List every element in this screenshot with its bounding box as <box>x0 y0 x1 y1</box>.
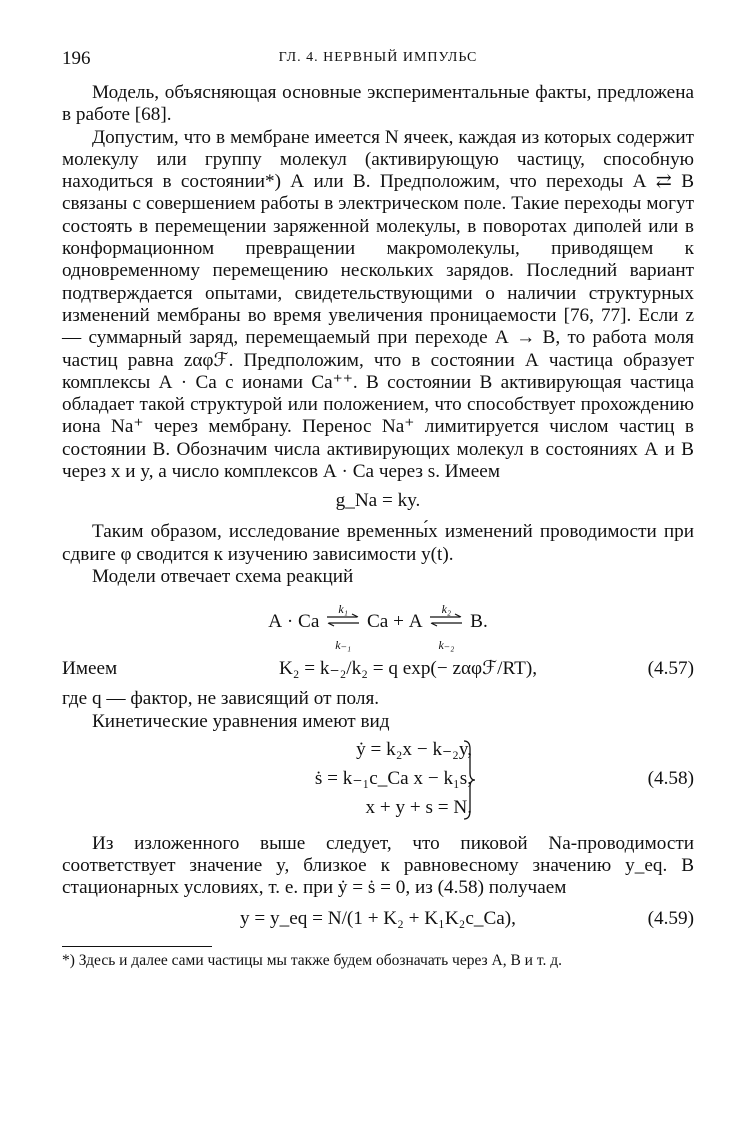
equation-4-57 <box>62 654 694 684</box>
rate-k2: k₂ <box>441 601 452 616</box>
equation-body: K₂ = k₋₂/k₂ = q exp(− zαφℱ/RT), <box>278 658 538 680</box>
footnote-rule <box>62 946 212 947</box>
running-title: ГЛ. 4. НЕРВНЫЙ ИМПУЛЬС <box>278 50 478 65</box>
paragraph-7: Из изложенного выше следует, что пиковой Na-проводимости соответствует значение y, близкое к равновесному значению y_eq. В стационарных условиях, т. е. при ẏ = ṡ = 0, из (4.58) получаем <box>62 832 694 899</box>
rate-k-minus1: k₋₁ <box>335 637 352 652</box>
kinetic-eq-3: x + y + s = N. <box>365 796 472 818</box>
reaction-right: В. <box>470 611 488 633</box>
paragraph-1: Модель, объясняющая основные экспериментальные факты, предложена в работе [68]. <box>62 82 694 126</box>
reaction-left: А · Са <box>268 611 320 633</box>
kinetic-equations <box>282 735 472 822</box>
page-header <box>62 48 694 82</box>
equation-number: (4.57) <box>647 658 694 680</box>
equation-lead-in: Имеем <box>62 658 118 680</box>
equation-g-na: g_Na = ky. <box>335 490 421 512</box>
reaction-scheme <box>62 592 694 650</box>
equation-4-59 <box>62 904 694 934</box>
right-brace-icon <box>462 739 476 821</box>
page-number: 196 <box>62 48 91 69</box>
paragraph-6: Кинетические уравнения имеют вид <box>92 710 390 732</box>
reaction-middle: Са + А <box>366 611 423 633</box>
equation-4-58 <box>62 735 694 825</box>
equation-body: y = y_eq = N/(1 + K₂ + K₁K₂c_Ca), <box>240 907 516 929</box>
rate-k-minus2: k₋₂ <box>438 637 455 652</box>
page <box>62 48 694 970</box>
kinetic-eq-1: ẏ = k₂x − k₋₂y, <box>356 738 472 760</box>
equilibrium-arrow-2 <box>429 601 463 652</box>
paragraph-4: Модели отвечает схема реакций <box>92 565 354 587</box>
paragraph-2: Допустим, что в мембране имеется N ячеек, каждая из которых содержит молекулу или группу молекул (активирующую частицу, способную находиться в состоянии*) А или В. Предположим, что переходы А ⇄ В связаны с совершением работы в электрическом поле. Такие переходы могут состоять в перемещении заряженной молекулы, в поворотах диполей или в конформационном превращении макромолекулы, приводящем к одновременному перемещению нескольких зарядов. Последний вариант подтверждается опытами, свидетельствующими о наличии структурных изменений мембраны во время увеличения проницаемости [76, 77]. Если z — суммарный заряд, перемещаемый при переходе А → В, то работа моля частиц равна zαφℱ. Предположим, что в состоянии А частица образует комплексы А · Са с ионами Са⁺⁺. В состоянии В активирующая частица обладает такой структурой или положением, что способствует прохождению иона Na⁺ через мембрану. Перенос Na⁺ лимитируется числом частиц в состоянии В. Обозначим числа активирующих молекул в состояниях А и В через x и y, а число комплексов А · Са через s. Имеем <box>62 126 694 483</box>
equilibrium-arrow-1 <box>326 601 360 652</box>
paragraph-5: где q — фактор, не зависящий от поля. <box>62 688 380 710</box>
equation-number: (4.59) <box>647 907 694 929</box>
rate-k1: k₁ <box>338 601 348 616</box>
paragraph-3: Таким образом, исследование временны́х изменений проводимости при сдвиге φ сводится к изучению зависимости y(t). <box>62 521 694 565</box>
kinetic-eq-2: ṡ = k₋₁c_Ca x − k₁s, <box>314 767 472 789</box>
equation-number: (4.58) <box>647 767 694 789</box>
footnote: *) Здесь и далее сами частицы мы также будем обозначать через А, В и т. д. <box>62 951 562 969</box>
